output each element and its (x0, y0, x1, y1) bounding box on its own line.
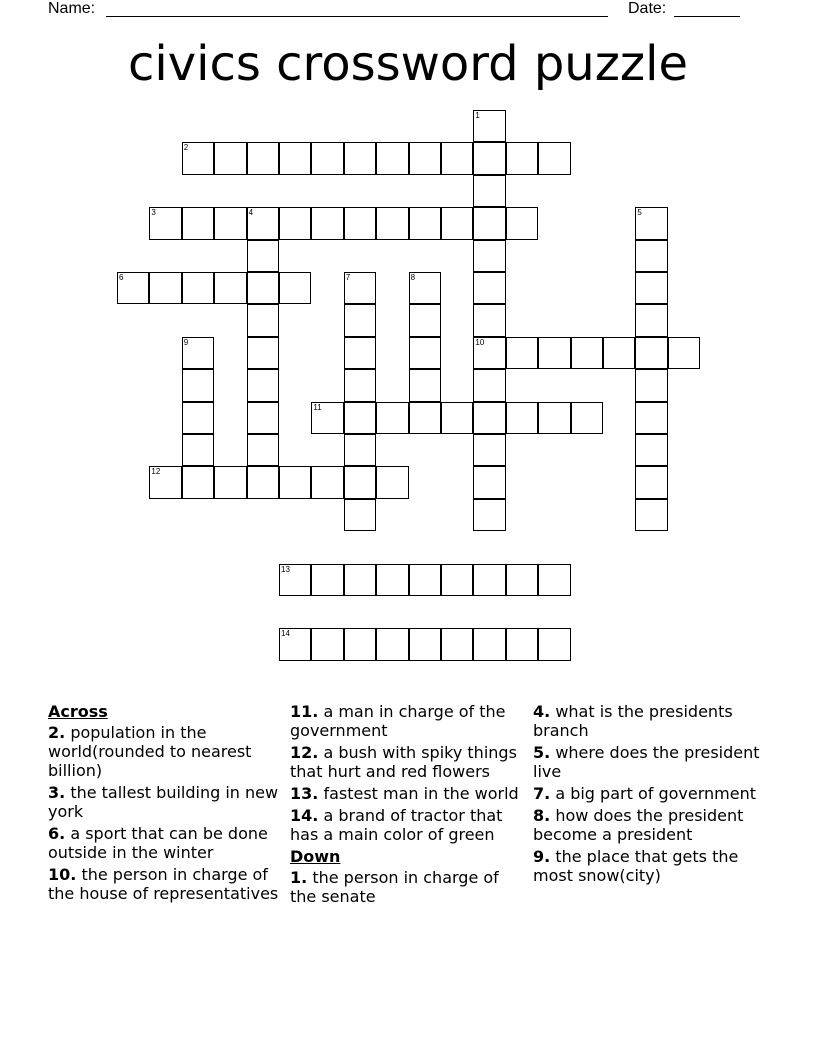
clue-across-12: 12. a bush with spiky things that hurt and red flowers (290, 743, 517, 781)
cell-number: 5 (637, 208, 642, 218)
grid-cell[interactable] (279, 564, 311, 596)
grid-cell[interactable] (635, 402, 667, 434)
grid-cell[interactable] (247, 434, 279, 466)
grid-cell[interactable] (182, 466, 214, 498)
grid-cell[interactable] (344, 369, 376, 401)
clues-column-3 (533, 702, 773, 888)
cell-number: 10 (475, 337, 485, 347)
grid-cell[interactable] (441, 142, 473, 174)
grid-cell[interactable] (214, 207, 246, 239)
grid-cell[interactable] (473, 272, 505, 304)
grid-cell[interactable] (409, 272, 441, 304)
grid-cell[interactable] (182, 337, 214, 369)
cell-number: 6 (119, 273, 124, 282)
grid-cell[interactable] (214, 142, 246, 174)
grid-cell[interactable] (376, 564, 408, 596)
grid-cell[interactable] (149, 466, 181, 498)
grid-cell[interactable] (635, 434, 667, 466)
grid-cell[interactable] (149, 272, 181, 304)
grid-cell[interactable] (473, 142, 505, 174)
cell-number: 11 (313, 402, 322, 412)
grid-cell[interactable] (214, 272, 246, 304)
clues-column-1 (48, 702, 280, 906)
grid-cell[interactable] (376, 628, 408, 660)
grid-cell[interactable] (279, 272, 311, 304)
grid-cell[interactable] (376, 402, 408, 434)
grid-cell[interactable] (117, 272, 149, 304)
grid-cell[interactable] (247, 272, 279, 304)
grid-cell[interactable] (603, 337, 635, 369)
grid-cell[interactable] (506, 207, 538, 239)
grid-cell[interactable] (311, 142, 343, 174)
grid-cell[interactable] (409, 564, 441, 596)
grid-cell[interactable] (344, 628, 376, 660)
grid-cell[interactable] (473, 402, 505, 434)
grid-cell[interactable] (441, 628, 473, 660)
grid-cell[interactable] (473, 175, 505, 207)
clue-across-14: 14. a brand of tractor that has a main color of green (290, 806, 503, 844)
grid-cell[interactable] (311, 402, 343, 434)
grid-cell[interactable] (473, 207, 505, 239)
cell-number: 4 (248, 208, 254, 218)
grid-cell[interactable] (247, 466, 279, 498)
grid-cell[interactable] (538, 564, 570, 596)
grid-cell[interactable] (538, 337, 570, 369)
grid-cell[interactable] (247, 142, 279, 174)
grid-cell[interactable] (279, 207, 311, 239)
grid-cell[interactable] (473, 466, 505, 498)
clue-across-13: 13. fastest man in the world (290, 784, 519, 803)
clue-down-8: 8. how does the president become a president (533, 806, 744, 844)
clue-across-2: 2. population in the world(rounded to nearest billion) (48, 723, 252, 780)
grid-cell[interactable] (344, 337, 376, 369)
clue-across-3: 3. the tallest building in new york (48, 783, 279, 821)
name-label: Name: (48, 0, 96, 17)
grid-cell[interactable] (409, 142, 441, 174)
grid-cell[interactable] (279, 142, 311, 174)
grid-cell[interactable] (247, 402, 279, 434)
page-title: civics crossword puzzle (128, 36, 688, 92)
cell-number: 2 (183, 143, 189, 153)
grid-cell[interactable] (473, 434, 505, 466)
grid-cell[interactable] (635, 304, 667, 336)
down-heading: Down (290, 847, 341, 866)
cell-number: 3 (151, 208, 156, 218)
grid-cell[interactable] (344, 142, 376, 174)
grid-cell[interactable] (247, 207, 279, 239)
grid-cell[interactable] (571, 337, 603, 369)
grid-cell[interactable] (473, 240, 505, 272)
grid-cell[interactable] (473, 499, 505, 531)
grid-cell[interactable] (311, 207, 343, 239)
grid-cell[interactable] (376, 207, 408, 239)
cell-number: 8 (410, 273, 416, 282)
grid-cell[interactable] (473, 337, 505, 369)
grid-cell[interactable] (441, 564, 473, 596)
grid-cell[interactable] (506, 628, 538, 660)
grid-cell[interactable] (473, 304, 505, 336)
clues-column-2 (290, 702, 524, 909)
grid-cell[interactable] (344, 564, 376, 596)
grid-cell[interactable] (344, 499, 376, 531)
grid-cell[interactable] (473, 110, 505, 142)
grid-cell[interactable] (149, 207, 181, 239)
grid-cell[interactable] (538, 628, 570, 660)
grid-cell[interactable] (344, 466, 376, 498)
grid-cell[interactable] (311, 564, 343, 596)
across-heading: Across (48, 702, 108, 721)
grid-cell[interactable] (409, 304, 441, 336)
cell-number: 9 (183, 337, 189, 347)
grid-cell[interactable] (473, 564, 505, 596)
grid-cell[interactable] (182, 434, 214, 466)
grid-cell[interactable] (409, 628, 441, 660)
grid-cell[interactable] (279, 628, 311, 660)
grid-cell[interactable] (409, 402, 441, 434)
grid-cell[interactable] (376, 466, 408, 498)
clue-across-6: 6. a sport that can be done outside in the winter (48, 824, 268, 862)
grid-cell[interactable] (344, 304, 376, 336)
clue-down-5: 5. where does the president live (533, 743, 760, 781)
grid-cell[interactable] (344, 434, 376, 466)
grid-cell[interactable] (344, 207, 376, 239)
grid-cell[interactable] (311, 466, 343, 498)
cell-number: 7 (345, 273, 351, 282)
clue-across-11: 11. a man in charge of the government (290, 702, 506, 740)
grid-cell[interactable] (668, 337, 700, 369)
clue-down-1: 1. the person in charge of the senate (290, 868, 499, 906)
grid-cell[interactable] (409, 337, 441, 369)
grid-cell[interactable] (635, 207, 667, 239)
grid-cell[interactable] (635, 240, 667, 272)
grid-cell[interactable] (441, 402, 473, 434)
grid-cell[interactable] (635, 272, 667, 304)
grid-cell[interactable] (409, 207, 441, 239)
grid-cell[interactable] (182, 142, 214, 174)
grid-cell[interactable] (635, 337, 667, 369)
clue-down-7: 7. a big part of government (533, 784, 756, 803)
grid-cell[interactable] (473, 369, 505, 401)
grid-cell[interactable] (247, 304, 279, 336)
date-label: Date: (628, 0, 667, 17)
grid-cell[interactable] (506, 142, 538, 174)
grid-cell[interactable] (214, 466, 246, 498)
grid-cell[interactable] (409, 369, 441, 401)
grid-cell[interactable] (344, 272, 376, 304)
grid-cell[interactable] (247, 240, 279, 272)
grid-cell[interactable] (247, 337, 279, 369)
clue-down-9: 9. the place that gets the most snow(city) (533, 847, 739, 885)
grid-cell[interactable] (182, 272, 214, 304)
grid-cell[interactable] (506, 337, 538, 369)
clues-section (48, 702, 778, 1002)
grid-cell[interactable] (441, 207, 473, 239)
grid-cell[interactable] (538, 142, 570, 174)
grid-cell[interactable] (376, 142, 408, 174)
cell-number: 1 (475, 111, 480, 120)
grid-cell[interactable] (182, 402, 214, 434)
grid-cell[interactable] (506, 402, 538, 434)
grid-cell[interactable] (182, 369, 214, 401)
grid-cell[interactable] (247, 369, 279, 401)
grid-cell[interactable] (635, 369, 667, 401)
grid-cell[interactable] (635, 499, 667, 531)
clue-across-10: 10. the person in charge of the house of representatives (48, 865, 279, 903)
grid-cell[interactable] (182, 207, 214, 239)
grid-cell[interactable] (311, 628, 343, 660)
grid-cell[interactable] (635, 466, 667, 498)
grid-cell[interactable] (506, 564, 538, 596)
clue-down-4: 4. what is the presidents branch (533, 702, 733, 740)
grid-cell[interactable] (571, 402, 603, 434)
grid-cell[interactable] (344, 402, 376, 434)
cell-number: 13 (281, 564, 290, 574)
cell-number: 12 (151, 467, 161, 477)
grid-cell[interactable] (538, 402, 570, 434)
cell-number: 14 (281, 629, 290, 639)
grid-cell[interactable] (279, 466, 311, 498)
grid-cell[interactable] (473, 628, 505, 660)
